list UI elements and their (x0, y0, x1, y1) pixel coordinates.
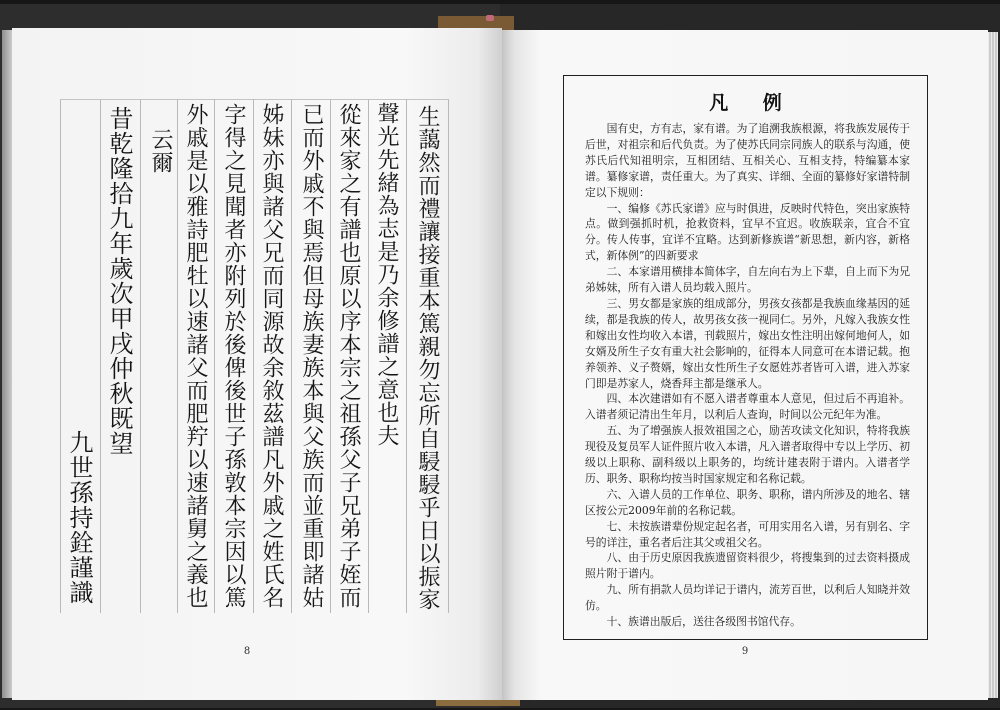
rules-intro: 国有史，方有志，家有谱。为了追溯我族根源，将我族发展传于后世，对祖宗和后代负责。为了使苏氏同宗同族人的联系与沟通，使苏氏后代知祖明宗，互相团结、互相关心、互相支持，特编纂本家谱。纂修家谱，责任重大。为了真实、详细、全面的纂修好家谱特制定以下规则： (585, 122, 910, 199)
calligraphy-column: 外戚是以雅詩肥牡以速諸父而肥羜以速諸舅之義也 (183, 103, 208, 609)
rules-body (585, 121, 910, 630)
column-rule (140, 99, 141, 613)
bookmark-ribbon (486, 15, 494, 21)
date-column: 昔乾隆拾九年歲次甲戌仲秋既望 (105, 106, 133, 456)
page-number-right: 9 (741, 646, 749, 657)
column-rule (406, 99, 407, 613)
column-rule (330, 99, 331, 613)
signature-column: 九世孫持銓謹識 (65, 430, 93, 605)
column-rule (100, 99, 101, 613)
rule-item: 八、由于历史原因我族遗留资料很少，将搜集到的过去资料摄成照片附于谱内。 (585, 551, 910, 581)
rule-item: 五、为了增强族人报效祖国之心，励苦攻读文化知识，特将我族现役及复员军人证件照片收入本谱，凡入谱者取得中专以上学历、初级以上职称、副科级以上职务的，均统计建表附于谱内。入谱者学历、职务、职称均按当时国家规定和名称记载。 (585, 424, 910, 485)
rule-item: 七、未按族谱辈份规定起名者，可用实用名入谱，另有别名、字号的详注，重名者后注其父或祖父名。 (585, 519, 910, 549)
calligraphy-column: 從來家之有譜也原以序本宗之祖孫父子兄弟子姪而 (336, 103, 361, 609)
column-rule (214, 99, 215, 613)
calligraphy-column: 聲光先緒為志是乃余修譜之意也夫 (374, 102, 399, 447)
page-number-left: 8 (243, 646, 251, 657)
column-rule (60, 99, 61, 613)
calligraphy-column: 姊妹亦與諸父兄而同源故余敘茲譜凡外戚之姓氏名 (259, 103, 284, 609)
rule-item: 一、编修《苏氏家谱》应与时俱进，反映时代特色，突出家族特点。做到强抓时机，抢救资料，宜早不宜迟。收族联亲，宜合不宜分。传人传事，宜详不宜略。达到新修族谱“新思想，新内容，新格式，新体例”的四新要求 (585, 201, 910, 263)
rule-item: 二、本家谱用横排本简体字，自左向右为上下辈，自上而下为兄弟姊妹，所有入谱人员均载入照片。 (585, 265, 910, 295)
rules-title: 凡 例 (709, 92, 796, 114)
calligraphy-column: 字得之見聞者亦附列於後俾後世子孫敦本宗因以篤 (221, 103, 246, 609)
column-rule-top (60, 99, 448, 100)
calligraphy-column: 已而外戚不與焉但母族妻族本與父族而並重即諸姑 (299, 103, 324, 609)
rule-item: 四、本次建谱如有不愿入谱者尊重本人意见，但过后不再追补。入谱者须记清出生年月，以利后人查询，时间以公元纪年为准。 (585, 392, 910, 422)
column-rule (291, 99, 292, 613)
calligraphy-column: 云爾 (148, 128, 173, 174)
column-rule (253, 99, 254, 613)
column-rule (177, 99, 178, 613)
rule-item: 六、入谱人员的工作单位、职务、职称，谱内所涉及的地名、辖区按公元2009年前的名称记载。 (585, 487, 910, 517)
column-rule (368, 99, 369, 613)
rule-item: 九、所有捐款人员均详记于谱内，流芳百世，以利后人知晓并效仿。 (585, 583, 910, 613)
rule-item: 十、族谱出版后，送往各级图书馆代存。 (606, 615, 801, 629)
rule-item: 三、男女都是家族的组成部分，男孩女孩都是我族血缘基因的延续，都是我族的传人，故男孩女孩一视同仁。另外，凡嫁入我族女性和嫁出女性均收入本谱，刊载照片，嫁出女性注明出嫁何地何人，如女婿及所生子女有重大社会影响的，征得本人同意可在本谱记载。抱养领养、义子赘婿，嫁出女性所生子女愿姓苏者皆可入谱，进入苏家门即是苏家人，烧香拜主都是继承人。 (585, 296, 910, 390)
calligraphy-column: 生藹然而禮讓接重本篤親勿忘所自駸駸乎日以振家 (415, 105, 440, 611)
column-rule (448, 99, 449, 613)
